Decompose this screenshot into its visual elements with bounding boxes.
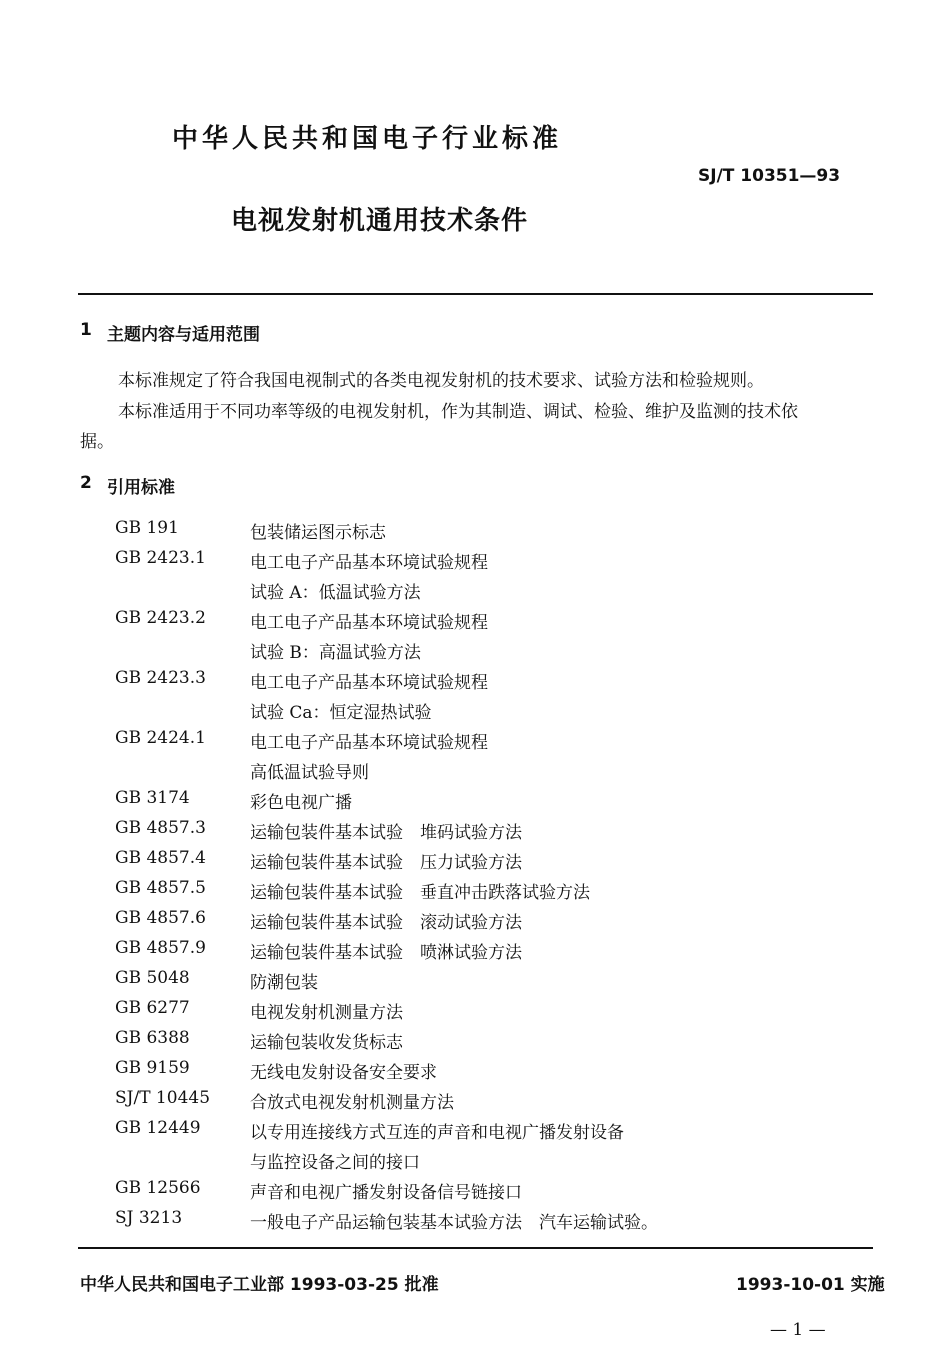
approval-line: 中华人民共和国电子工业部 1993-03-25 批准: [80, 1275, 439, 1295]
reference-title: 试验 A：低温试验方法: [250, 583, 421, 603]
reference-title: 防潮包装: [250, 973, 318, 993]
reference-title: 运输包装件基本试验 滚动试验方法: [250, 913, 522, 933]
reference-title: 运输包装收发货标志: [250, 1033, 403, 1053]
standard-number: SJ/T 10351—93: [698, 166, 841, 186]
reference-code: GB 2423.2: [115, 608, 206, 628]
reference-code: GB 4857.5: [115, 878, 206, 898]
reference-code: GB 3174: [115, 788, 190, 808]
reference-title: 合放式电视发射机测量方法: [250, 1093, 454, 1113]
reference-title: 运输包装件基本试验 堆码试验方法: [250, 823, 522, 843]
reference-title: 试验 Ca：恒定湿热试验: [250, 703, 432, 723]
reference-title: 彩色电视广播: [250, 793, 352, 813]
org-title: 中华人民共和国电子行业标准: [172, 124, 563, 154]
reference-title: 高低温试验导则: [250, 763, 369, 783]
reference-code: GB 4857.6: [115, 908, 206, 928]
reference-title: 电视发射机测量方法: [250, 1003, 403, 1023]
effective-date: 1993-10-01 实施: [736, 1275, 885, 1295]
page-number: — 1 —: [770, 1320, 826, 1340]
reference-title: 无线电发射设备安全要求: [250, 1063, 437, 1083]
reference-title: 与监控设备之间的接口: [250, 1153, 420, 1173]
reference-code: GB 5048: [115, 968, 190, 988]
reference-title: 运输包装件基本试验 压力试验方法: [250, 853, 522, 873]
section-1-paragraph-2: 本标准适用于不同功率等级的电视发射机，作为其制造、调试、检验、维护及监测的技术依: [118, 402, 798, 422]
reference-code: GB 2423.3: [115, 668, 206, 688]
reference-title: 以专用连接线方式互连的声音和电视广播发射设备: [250, 1123, 624, 1143]
section-1-paragraph-1: 本标准规定了符合我国电视制式的各类电视发射机的技术要求、试验方法和检验规则。: [118, 371, 764, 391]
reference-title: 试验 B：高温试验方法: [250, 643, 421, 663]
reference-code: GB 4857.4: [115, 848, 206, 868]
reference-code: GB 2424.1: [115, 728, 206, 748]
reference-title: 运输包装件基本试验 喷淋试验方法: [250, 943, 522, 963]
reference-title: 运输包装件基本试验 垂直冲击跌落试验方法: [250, 883, 590, 903]
reference-title: 电工电子产品基本环境试验规程: [250, 553, 488, 573]
reference-code: GB 6277: [115, 998, 190, 1018]
reference-title: 一般电子产品运输包装基本试验方法 汽车运输试验。: [250, 1213, 658, 1233]
reference-code: GB 191: [115, 518, 179, 538]
reference-code: GB 12566: [115, 1178, 201, 1198]
section-2-heading: 引用标准: [107, 478, 175, 498]
reference-title: 电工电子产品基本环境试验规程: [250, 673, 488, 693]
reference-code: GB 9159: [115, 1058, 190, 1078]
reference-code: GB 4857.9: [115, 938, 206, 958]
reference-title: 电工电子产品基本环境试验规程: [250, 733, 488, 753]
reference-title: 电工电子产品基本环境试验规程: [250, 613, 488, 633]
reference-code: SJ 3213: [115, 1208, 183, 1228]
reference-title: 声音和电视广播发射设备信号链接口: [250, 1183, 522, 1203]
reference-code: GB 6388: [115, 1028, 190, 1048]
reference-code: GB 2423.1: [115, 548, 206, 568]
section-1-paragraph-2-cont: 据。: [80, 432, 114, 452]
reference-code: GB 12449: [115, 1118, 201, 1138]
reference-code: GB 4857.3: [115, 818, 206, 838]
document-title: 电视发射机通用技术条件: [231, 206, 529, 236]
section-1-number: 1: [80, 320, 92, 340]
section-1-heading: 主题内容与适用范围: [107, 325, 260, 345]
section-2-number: 2: [80, 473, 92, 493]
top-divider: [78, 293, 873, 295]
reference-title: 包装储运图示标志: [250, 523, 386, 543]
reference-code: SJ/T 10445: [115, 1088, 211, 1108]
bottom-divider: [78, 1247, 873, 1249]
